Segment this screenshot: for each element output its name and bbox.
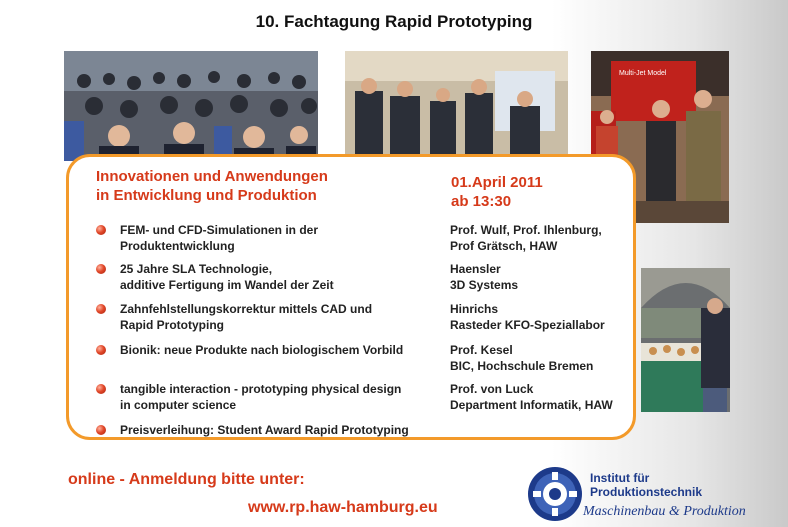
speaker-line: 3D Systems (450, 278, 519, 292)
audience-photo (64, 51, 318, 161)
topic-line: Zahnfehlstellungskorrektur mittels CAD und (120, 302, 373, 316)
event-day: 01.April 2011 (451, 174, 543, 191)
bullet-icon (96, 304, 106, 314)
topic-line: 25 Jahre SLA Technologie, (120, 262, 273, 276)
bullet-icon (96, 345, 106, 355)
headline-line2: in Entwicklung und Produktion (96, 187, 317, 204)
institute-line1: Institut für (590, 471, 650, 485)
speaker-line: Prof Grätsch, HAW (450, 239, 558, 253)
bullet-icon (96, 425, 106, 435)
speaker-line: BIC, Hochschule Bremen (450, 359, 594, 373)
topic-line: FEM- und CFD-Simulationen in der (120, 223, 318, 237)
speaker-line: Hinrichs (450, 302, 499, 316)
program-item (96, 222, 636, 256)
speaker-line: Rasteder KFO-Speziallabor (450, 318, 605, 332)
program-item (96, 261, 636, 295)
topic-line: in computer science (120, 398, 237, 412)
speaker-line: Department Informatik, HAW (450, 398, 613, 412)
bullet-icon (96, 225, 106, 235)
discussion-photo (345, 51, 568, 156)
topic-line: additive Fertigung im Wandel der Zeit (120, 278, 334, 292)
program-item (96, 342, 636, 376)
buffet-photo (641, 268, 730, 412)
institute-line2: Produktionstechnik (590, 485, 703, 499)
bullet-icon (96, 264, 106, 274)
speaker-line: Prof. von Luck (450, 382, 534, 396)
event-date (451, 173, 543, 211)
topic-line: Produktentwicklung (120, 239, 235, 253)
topic-line: Preisverleihung: Student Award Rapid Prototyping (120, 423, 409, 437)
page-title: 10. Fachtagung Rapid Prototyping (255, 12, 533, 31)
program-item (96, 381, 636, 415)
registration-label: online - Anmeldung bitte unter: (68, 471, 305, 488)
event-time: ab 13:30 (451, 193, 512, 210)
bullet-icon (96, 384, 106, 394)
speaker-line: Haensler (450, 262, 501, 276)
booth-sign: Multi-Jet Model (619, 70, 667, 77)
institute-department: Maschinenbau & Produktion (583, 504, 746, 519)
speaker-line: Prof. Wulf, Prof. Ihlenburg, (450, 223, 602, 237)
institute-logo-icon (527, 466, 583, 522)
speaker-line: Prof. Kesel (450, 343, 513, 357)
registration-link[interactable]: www.rp.haw-hamburg.eu (248, 499, 438, 516)
institute-name (590, 471, 702, 499)
headline (96, 167, 328, 205)
program-item (96, 422, 636, 456)
headline-line1: Innovationen und Anwendungen (96, 168, 328, 185)
topic-line: Bionik: neue Produkte nach biologischem Vorbild (120, 343, 404, 357)
topic-line: tangible interaction - prototyping physical design (120, 382, 402, 396)
program-item (96, 301, 636, 335)
topic-line: Rapid Prototyping (120, 318, 224, 332)
